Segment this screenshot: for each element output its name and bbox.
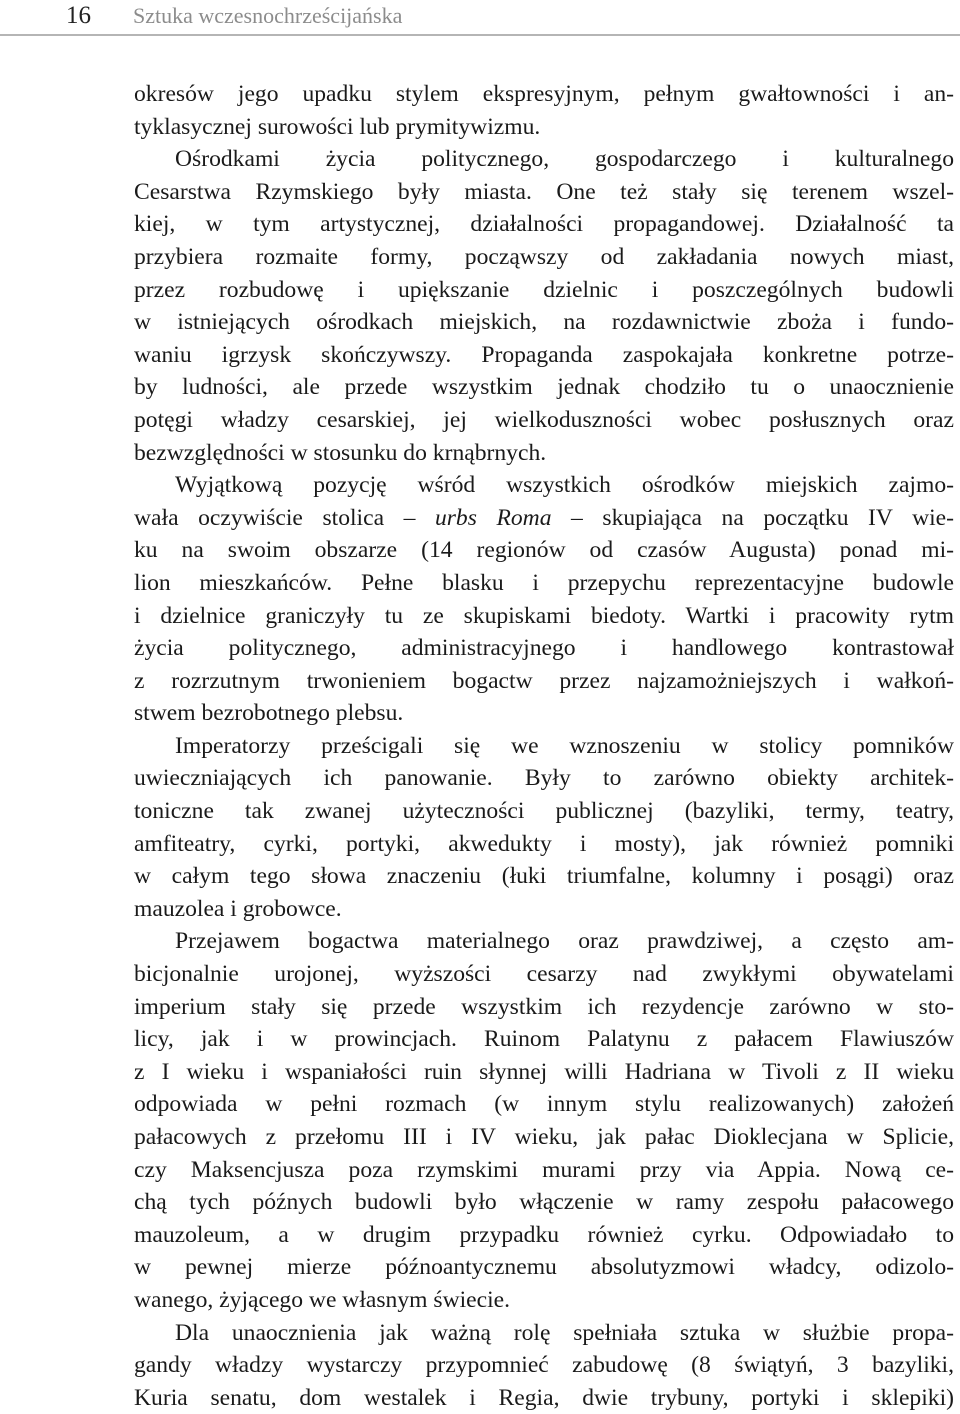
text-line: tyklasycznej surowości lub prymitywizmu.	[134, 113, 541, 140]
text-line: w pewnej mierze późnoantycznemu absolutyzmowi władcy, odizolo-	[134, 1254, 954, 1281]
header-rule	[0, 34, 960, 36]
text-segment: wała oczywiście stolica –	[134, 504, 435, 531]
text-line: Kuria senatu, dom westalek i Regia, dwie trybuny, portyki i sklepiki)	[134, 1384, 954, 1411]
text-line: Ośrodkami życia politycznego, gospodarczego i kulturalnego	[175, 146, 954, 173]
text-line: bezwzględności w stosunku do krnąbrnych.	[134, 439, 547, 466]
text-line: w istniejących ośrodkach miejskich, na rozdawnictwie zboża i fundo-	[134, 309, 954, 336]
text-line: Wyjątkową pozycję wśród wszystkich ośrodków miejskich zajmo-	[175, 472, 954, 499]
running-title: Sztuka wczesnochrześcijańska	[133, 3, 403, 28]
text-line: czy Maksencjusza poza rzymskimi murami przy via Appia. Nową ce-	[134, 1156, 954, 1183]
text-line: ku na swoim obszarze (14 regionów od czasów Augusta) ponad mi-	[134, 537, 954, 564]
text-line: licy, jak i w prowincjach. Ruinom Palatynu z pałacem Flawiuszów	[134, 1026, 954, 1053]
text-line: toniczne tak zwanej użyteczności publicznej (bazyliki, termy, teatry,	[134, 798, 954, 825]
text-line: i dzielnice graniczyły tu ze skupiskami biedoty. Wartki i pracowity rytm	[134, 602, 954, 629]
text-line: Cesarstwa Rzymskiego były miasta. One też stały się terenem wszel-	[134, 178, 954, 205]
text-line: lion mieszkańców. Pełne blasku i przepychu reprezentacyjne budowle	[134, 569, 954, 596]
text-line: kiej, w tym artystycznej, działalności propagandowej. Działalność ta	[134, 211, 954, 238]
page-header	[0, 0, 960, 34]
text-line: bicjonalnie urojonej, wyższości cesarzy nad zwykłymi obywatelami	[134, 961, 954, 988]
text-line: mauzoleum, a w drugim przypadku również cyrku. Odpowiadało to	[134, 1221, 954, 1248]
text-line: przybiera rozmaite formy, począwszy od zakładania nowych miast,	[134, 243, 954, 270]
text-line: odpowiada w pełni rozmach (w innym stylu realizowanych) założeń	[134, 1091, 954, 1118]
text-line	[134, 502, 954, 535]
text-line: Dla unaocznienia jak ważną rolę spełniała sztuka w służbie propa-	[175, 1319, 954, 1346]
text-line: uwieczniających ich panowanie. Były to zarówno obiekty architek-	[134, 765, 954, 792]
text-line: potęgi władzy cesarskiej, jej wielkoduszności wobec posłusznych oraz	[134, 406, 954, 433]
text-line: przez rozbudowę i upiększanie dzielnic i poszczególnych budowli	[134, 276, 954, 303]
italic-term: urbs Roma	[434, 504, 552, 531]
text-line: by ludności, ale przede wszystkim jednak chodziło tu o unaocznienie	[134, 374, 954, 401]
text-line: Imperatorzy prześcigali się we wznoszeniu w stolicy pomników	[175, 732, 954, 759]
text-segment: – skupiająca na początku IV wie-	[551, 504, 954, 531]
page-number: 16	[66, 2, 91, 29]
body-text	[134, 78, 954, 1414]
text-line: okresów jego upadku stylem ekspresyjnym, pełnym gwałtowności i an-	[134, 81, 954, 107]
text-line: wanego, żyjącego we własnym świecie.	[134, 1286, 511, 1313]
text-line: chą tych późnych budowli było włączenie w ramy zespołu pałacowego	[134, 1189, 954, 1216]
text-line: amfiteatry, cyrki, portyki, akwedukty i mosty), jak również pomniki	[134, 830, 954, 857]
text-line: Przejawem bogactwa materialnego oraz prawdziwej, a często am-	[175, 928, 954, 955]
text-line: z I wieku i wspaniałości ruin słynnej willi Hadriana w Tivoli z II wieku	[134, 1058, 954, 1085]
text-line: imperium stały się przede wszystkim ich rezydencje zarówno w sto-	[134, 993, 954, 1020]
text-line: gandy władzy wystarczy przypomnieć zabudowę (8 świątyń, 3 bazyliki,	[134, 1352, 954, 1379]
text-line: waniu igrzysk skończywszy. Propaganda zaspokajała konkretne potrze-	[134, 341, 954, 368]
text-line: pałacowych z przełomu III i IV wieku, jak pałac Dioklecjana w Splicie,	[134, 1124, 954, 1150]
text-line: stwem bezrobotnego plebsu.	[134, 700, 404, 727]
text-line: życia politycznego, administracyjnego i handlowego kontrastował	[134, 635, 954, 662]
text-line: w całym tego słowa znaczeniu (łuki triumfalne, kolumny i posągi) oraz	[134, 863, 954, 890]
text-line: z rozrzutnym trwonieniem bogactw przez najzamożniejszych i wałkoń-	[134, 667, 954, 694]
text-line: mauzolea i grobowce.	[134, 895, 342, 922]
